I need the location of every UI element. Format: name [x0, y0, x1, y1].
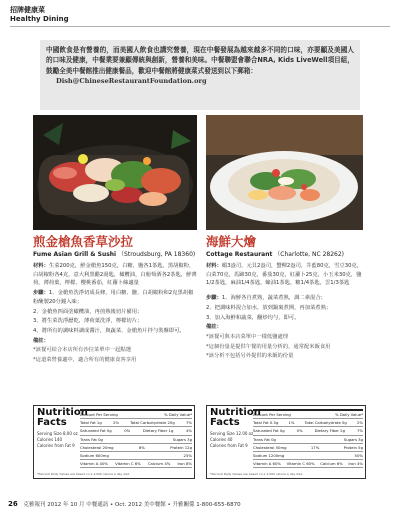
- nutrient-row: Total Fat 1g 2% Total Carbohydrate 20g 7%: [80, 419, 192, 427]
- nutrition-title: Nutrition Facts: [210, 407, 261, 428]
- steps-paragraph: [33, 289, 197, 306]
- intro-box: [40, 40, 360, 110]
- step-text: 3、加入海鮮和蔬菜，翻炒均勻，即可。: [206, 314, 300, 321]
- ingredients-label: 材料：: [206, 263, 222, 269]
- serving-info: [210, 431, 253, 449]
- note-text: *該餐可與本店菜單中一樣低鹽處理: [206, 333, 289, 340]
- intro-text: 中國飲食是有營養的，而美國人飲食也講究營養，現在中餐發展為越來越多不同的口味，亦要顧及美國人的口味及健康，中餐業要兼顧傳統與創新，營養和美味。中餐聯盟會聯合NRA, Kids LiveWell項目組，鼓勵全美中餐館推出健康餐品，歡迎中餐館將健康菜式發送到以下郵箱：: [46, 46, 354, 75]
- nutrition-title: Nutrition Facts: [37, 407, 88, 428]
- note-text: *該分析不包括另外提供的米飯的份量: [206, 353, 294, 360]
- section-title-cn: 招牌健康菜: [10, 6, 45, 14]
- nutrient-row: Trans Fat 0g Sugars 3g: [253, 436, 363, 444]
- notes-label: 備註：: [206, 324, 222, 331]
- note-text: *這道菜營養適中，適合所有的健康食客享用: [33, 357, 137, 364]
- serving-size: Serving Size 8.00 oz: [37, 431, 78, 436]
- note-text: *這個份量是提供午餐的用量分析的，通常配米飯食用: [206, 343, 331, 350]
- calories-fat: Calories from Fat 9: [37, 443, 75, 448]
- notes-label: 備註：: [33, 337, 49, 344]
- ingredients-text: 生菜200克，鮮金槍魚150克，白糖，鹽各1茶匙，黑胡椒粉，白胡椒粉各4克，意大利黑醋2湯匙，橄欖油，白葡萄酒各2茶匙，鮮薄荷，薄荷葉，檸檬，櫻桃番茄，紅蘿卜絲適量: [33, 263, 197, 287]
- step-text: 3、將生菜洗淨瀝乾，薄荷葉洗淨，檸檬切片；: [33, 318, 143, 325]
- ingredients-text: 蝦3盎司，元貝2盎司，蟹柳2盎司，芥藍80克，雪豆30克，白菜70克，馬蹄30克，番茄30克，紅蘿卜25克，小玉米30克，鹽1/2茶匙，麻油1/4茶匙，蠔油1茶匙，糖1/4茶匙，雲1/3茶匙: [206, 263, 363, 287]
- footer-text: 克雅報刊 2012 年 10 月 中餐通訊 • Oct. 2012 美中餐館 • 升雅關係 1-800-655-6870: [23, 502, 241, 508]
- tuna-salad-photo: [33, 115, 197, 230]
- restaurant-location: （Charlotte, NC 28262): [274, 251, 344, 258]
- nutrition-facts-left: [33, 405, 195, 479]
- submission-email[interactable]: Dish@ChineseRestaurantFoundation.org: [56, 77, 207, 86]
- nutrient-row: Saturated Fat 0g 0% Dietary Fiber 2g 7%: [253, 427, 363, 435]
- nutrient-row: Sodium 1200mg 50%: [253, 452, 363, 460]
- nutrition-footnote: *Percent Daily Values are based on a 2,000 calorie a day diet.: [210, 472, 303, 476]
- step-text: 1、金槍魚洗淨切成長條，用白糖、鹽、白胡椒粉和2克黑胡椒粉醃製20分鐘入味；: [33, 290, 194, 305]
- step-text: 1、海鮮各自煮熟，蔬菜煮熟，調二素混合；: [221, 295, 326, 302]
- nutrient-row: Cholesterol 50mg 17% Protein 5g: [253, 444, 363, 452]
- recipe-left: [33, 262, 197, 366]
- nutrient-row: Trans Fat 0g Sugars 3g: [80, 436, 192, 444]
- vitamin-row: Vitamin A 60% Vitamin C 60% Calcium 6% Iron 4%: [253, 460, 363, 468]
- step-text: 2、把調味料混合加水，放到鍋裏煮開，再加菜煮熟；: [206, 304, 332, 311]
- restaurant-name: Fume Asian Grill & Sushi: [33, 251, 117, 258]
- restaurant-name: Cottage Restaurant: [206, 251, 273, 258]
- recipe-right: [206, 262, 366, 362]
- calories: Calories 40: [210, 437, 233, 442]
- note-text: *該餐可結合本店所有沙拉菜單中一起點選: [33, 347, 131, 354]
- vitamin-row: Vitamin A 40% Vitamin C 6% Calcium 4% Iron 8%: [80, 460, 192, 468]
- nutrient-table: [80, 409, 192, 468]
- restaurant-line-2: [206, 251, 366, 259]
- header-divider: [10, 26, 390, 27]
- restaurant-line-1: [33, 251, 197, 259]
- page-header: [10, 6, 390, 24]
- nutrient-header-row: Amount Per Serving % Daily Value*: [253, 411, 363, 419]
- nutrient-row: Saturated Fat 0g 0% Dietary Fiber 1g 4%: [80, 427, 192, 435]
- nutrient-table: [253, 409, 363, 468]
- ingredients-paragraph: [33, 262, 197, 288]
- dish-title-tuna-salad: 煎金槍魚香草沙拉: [33, 234, 134, 249]
- restaurant-location: （Stroudsburg, PA 18360): [118, 251, 196, 258]
- nutrition-footnote: *Percent Daily Values are based on a 2,000 calorie a day diet.: [37, 472, 130, 476]
- ingredients-label: 材料：: [33, 263, 49, 269]
- section-title-en: Healthy Dining: [10, 15, 69, 23]
- steps-label: 步驟：: [206, 295, 222, 302]
- dish-title-seafood: 海鮮大燴: [206, 234, 257, 249]
- calories: Calories 140: [37, 437, 63, 442]
- nutrition-facts-right: [206, 405, 366, 479]
- step-text: 2、金槍魚四面塗橄欖油，再煎熟後切片備用；: [33, 308, 143, 315]
- ingredients-paragraph: [206, 262, 366, 288]
- steps-label: 步驟：: [33, 290, 49, 297]
- page-number: 26: [8, 500, 18, 508]
- step-text: 4、將所有的調味料調成醬汁，與蔬菜、金槍魚片拌勻裝盤即可。: [33, 327, 185, 334]
- seafood-combo-photo: [206, 115, 363, 230]
- nutrient-row: Cholesterol 20mg 6% Protein 12g: [80, 444, 192, 452]
- nutrient-row: Sodium 600mg 25%: [80, 452, 192, 460]
- nutrient-row: Total Fat 0.5g 1% Total Carbohydrate 5g 2%: [253, 419, 363, 427]
- page-footer: [8, 500, 392, 509]
- calories-fat: Calories from Fat 9: [210, 443, 248, 448]
- serving-info: [37, 431, 78, 449]
- nutrient-header-row: Amount Per Serving % Daily Value*: [80, 411, 192, 419]
- serving-size: Serving Size 12.00 oz: [210, 431, 254, 436]
- steps-paragraph: [206, 294, 366, 303]
